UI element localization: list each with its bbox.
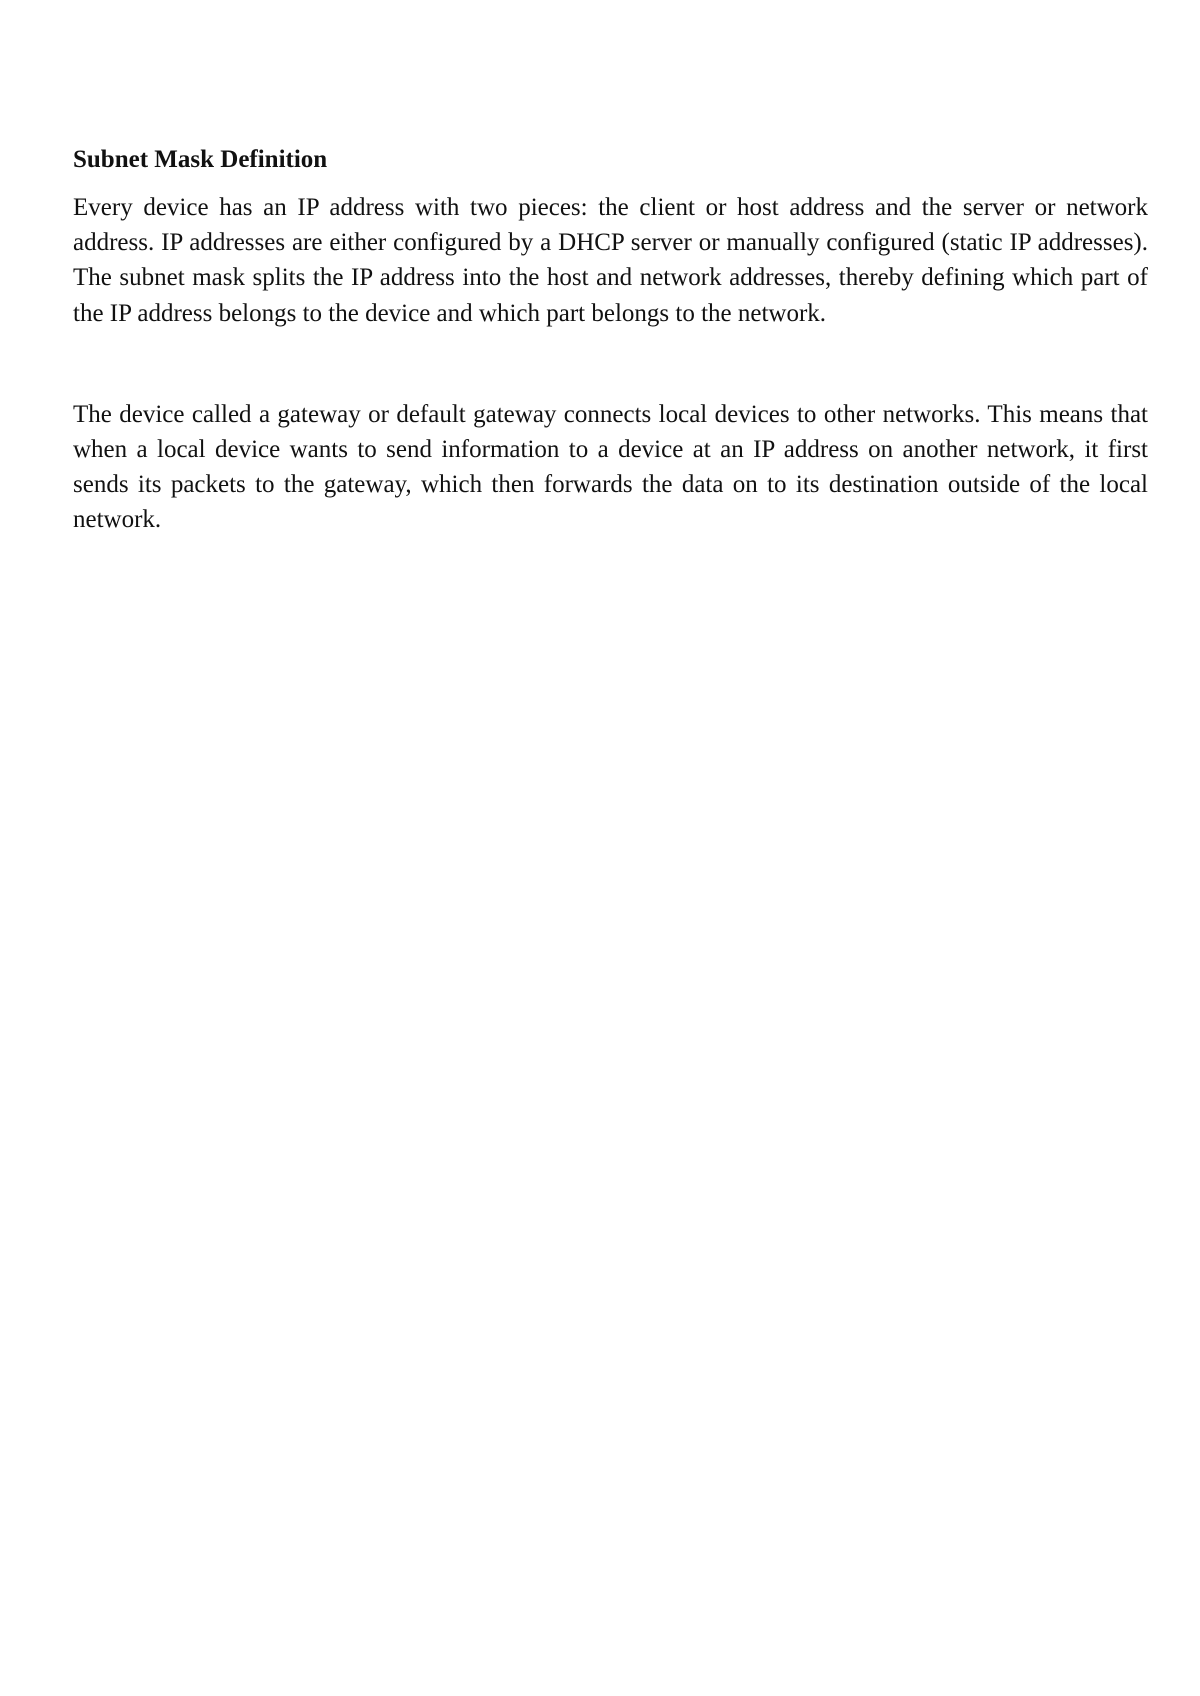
paragraph-gateway: The device called a gateway or default gateway connects local devices to other networks. This means that when a local device wants to send information to a device at an IP address on another network, it first sends its packets to the gateway, which then forwards the data on to its destination outside of the local network. (73, 400, 1148, 534)
document-body (73, 142, 1148, 538)
paragraph-subnet-mask: Every device has an IP address with two pieces: the client or host address and the server or network address. IP addresses are either configured by a DHCP server or manually configured (static IP addresses). The subnet mask splits the IP address into the host and network addresses, thereby defining which part of the IP address belongs to the device and which part belongs to the network. (73, 194, 1148, 327)
section-heading: Subnet Mask Definition (73, 146, 328, 173)
